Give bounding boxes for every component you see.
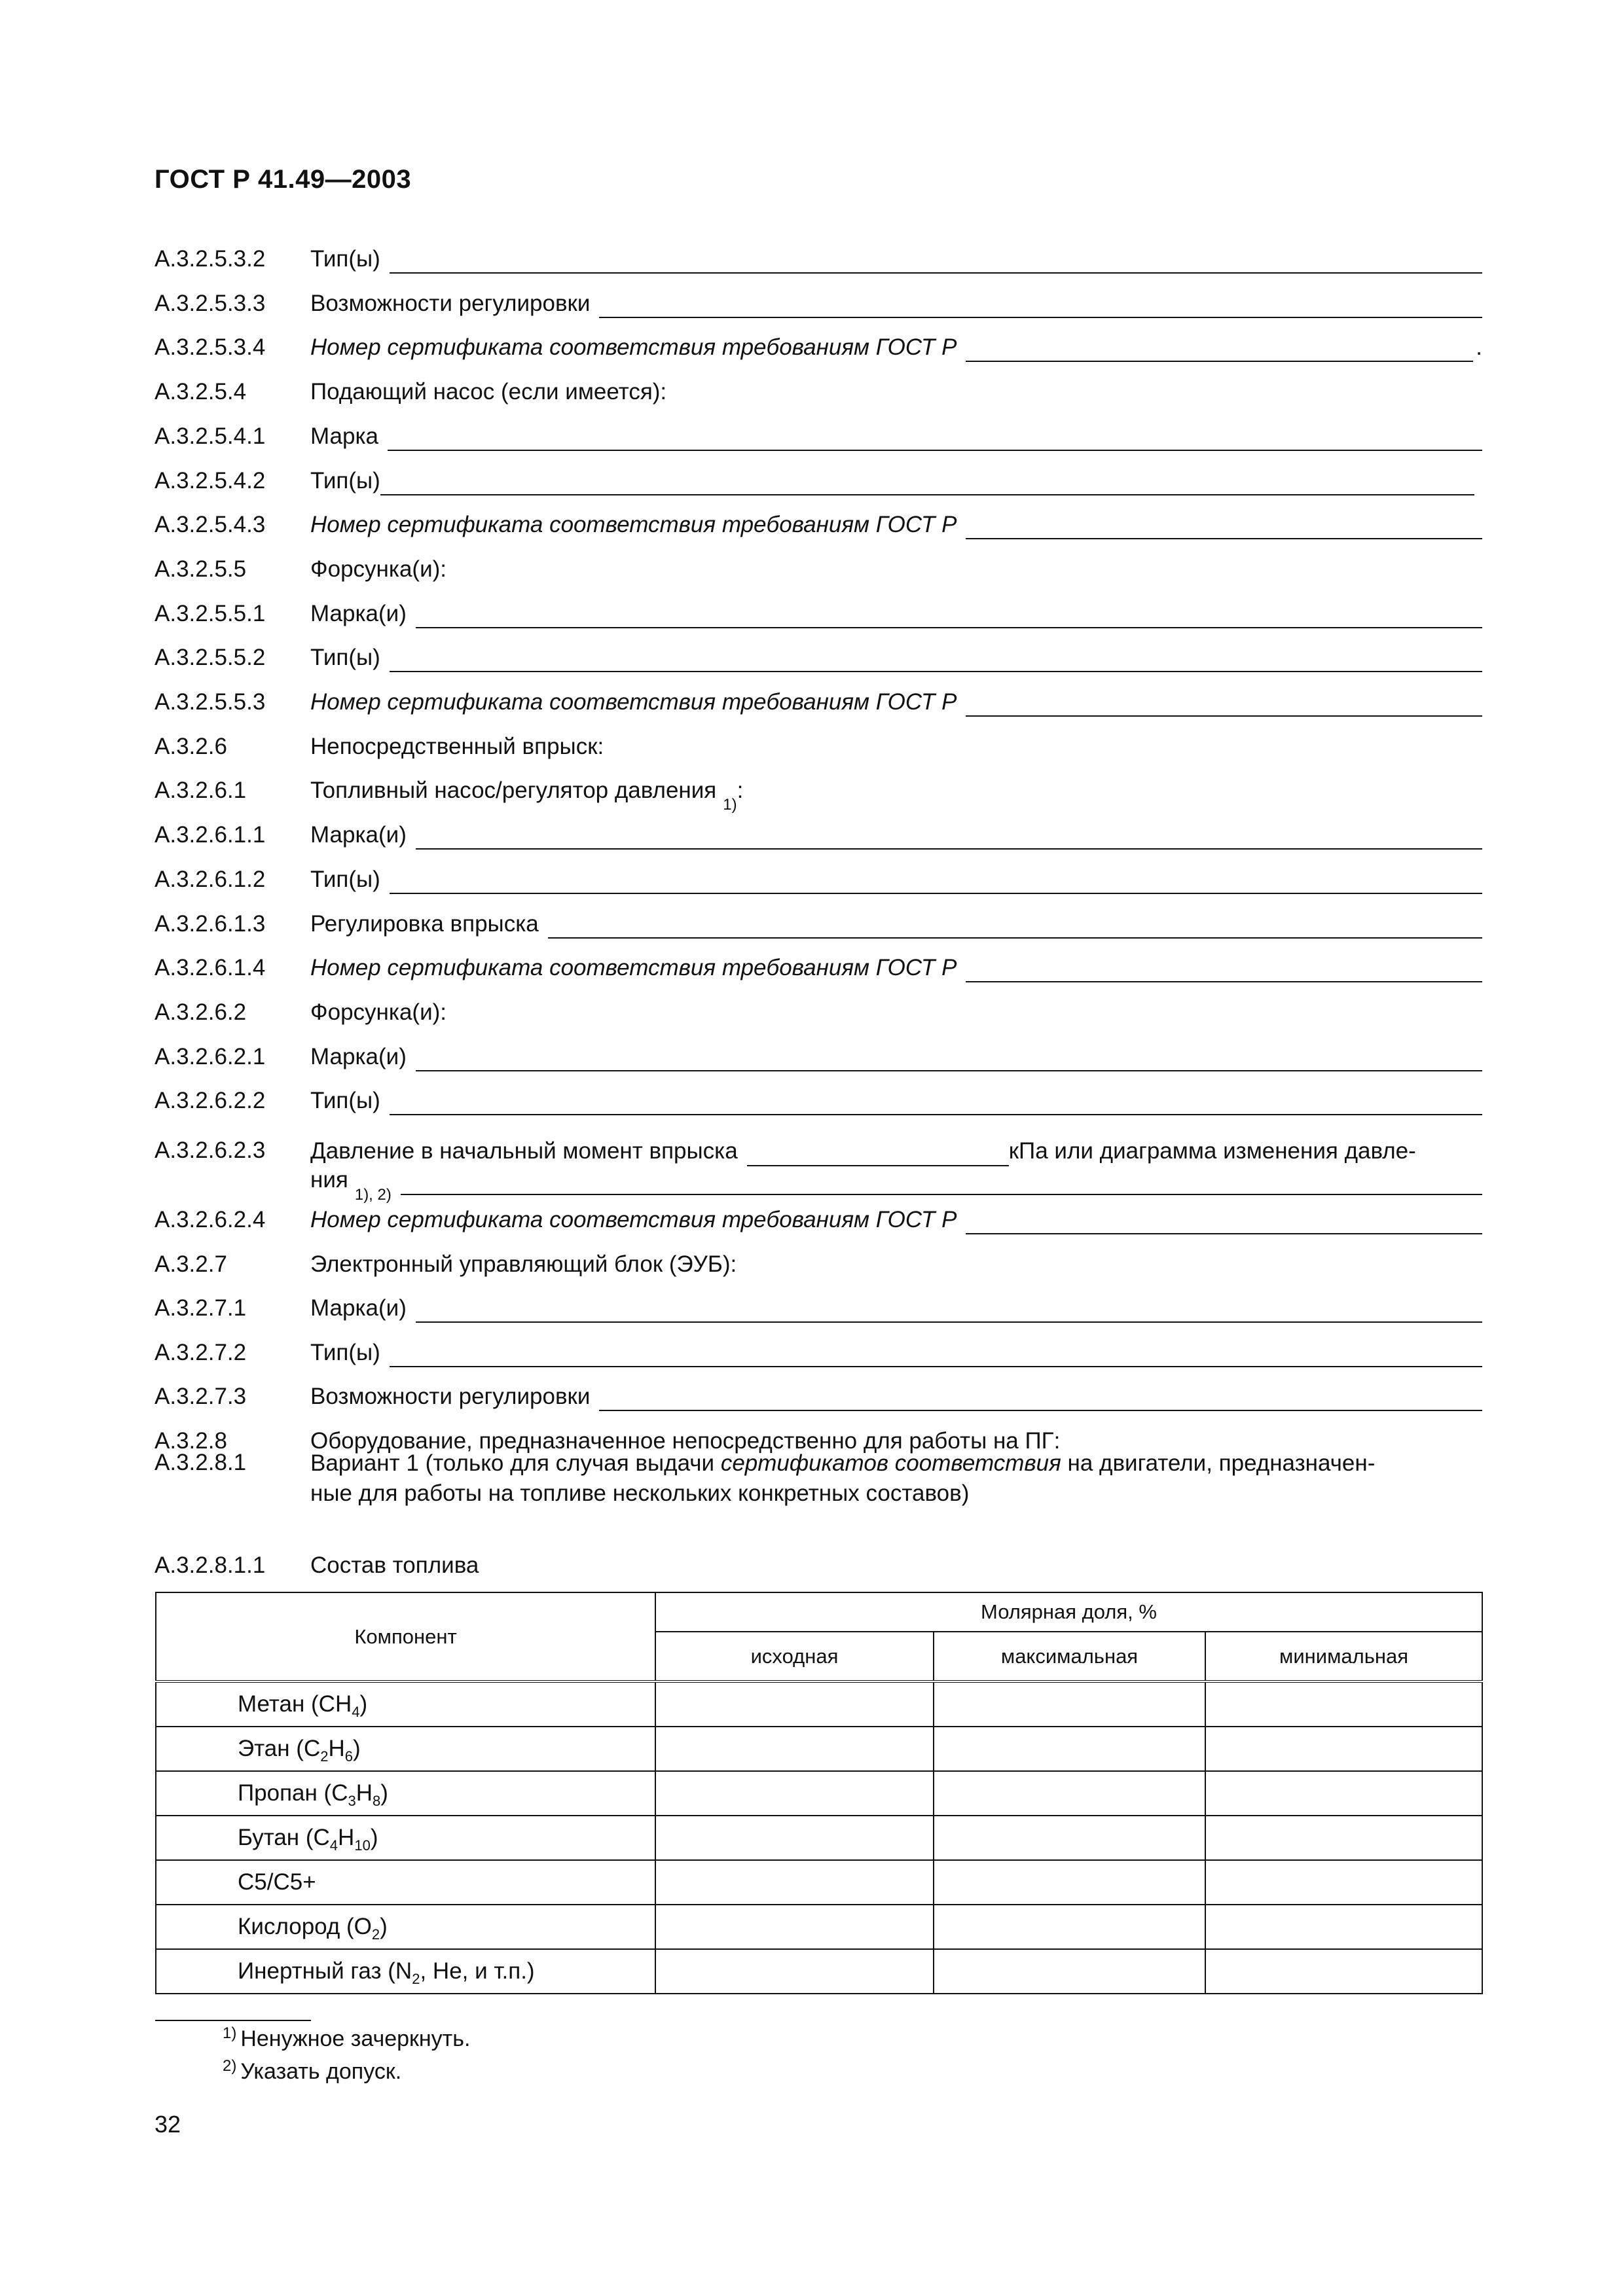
fill-in-line[interactable]: [966, 693, 1482, 717]
table-row: [156, 1816, 1482, 1860]
clause-number: А.3.2.6.2.2: [155, 1088, 266, 1114]
value-cell-min[interactable]: [1205, 1681, 1482, 1727]
footnote-mark: 2): [223, 2056, 237, 2075]
clause-label: Непосредственный впрыск:: [310, 733, 604, 759]
column-header-component: Компонент: [156, 1592, 655, 1681]
formula-text: ): [370, 1825, 378, 1850]
value-cell-max[interactable]: [934, 1681, 1205, 1727]
value-cell-min[interactable]: [1205, 1816, 1482, 1860]
fill-in-line[interactable]: [966, 338, 1473, 362]
value-cell-initial[interactable]: [655, 1771, 934, 1816]
clause-label: Номер сертификата соответствия требованиям ГОСТ Р: [310, 955, 957, 981]
value-cell-initial[interactable]: [655, 1681, 934, 1727]
footnote-mark: 1): [223, 2024, 237, 2042]
footnote-text: Указать допуск.: [240, 2059, 402, 2084]
variant-text-c: на двигатели, предназначен-: [1061, 1450, 1376, 1476]
fill-in-line[interactable]: [390, 1344, 1482, 1367]
clause-label: Состав топлива: [310, 1552, 479, 1578]
fill-in-line[interactable]: [416, 1299, 1482, 1323]
formula-subscript: 4: [329, 1837, 338, 1854]
clause-number: А.3.2.5.4: [155, 379, 247, 405]
component-name: [156, 1949, 655, 1994]
formula-text: , He, и т.п.): [420, 1958, 535, 1984]
clause-number: А.3.2.5.3.2: [155, 246, 266, 272]
clause-label: Номер сертификата соответствия требованиям ГОСТ Р: [310, 334, 957, 361]
pressure-diagram-input-line[interactable]: [401, 1174, 1482, 1195]
formula-subscript: 2: [371, 1926, 380, 1943]
value-cell-max[interactable]: [934, 1905, 1205, 1949]
fill-in-line[interactable]: [416, 605, 1482, 628]
value-cell-min[interactable]: [1205, 1949, 1482, 1994]
clause-number: А.3.2.5.5.2: [155, 645, 266, 671]
clause-number: А.3.2.5.5.1: [155, 600, 266, 626]
column-header-molar-fraction: Молярная доля, %: [655, 1592, 1482, 1632]
clause-number: А.3.2.8.1: [155, 1450, 247, 1475]
clause-label: Тип(ы): [310, 467, 380, 493]
clause-number: А.3.2.5.4.3: [155, 512, 266, 538]
table-row: [156, 1727, 1482, 1771]
formula-text: Бутан (C: [238, 1825, 330, 1850]
fill-in-line[interactable]: [388, 427, 1482, 451]
value-cell-min[interactable]: [1205, 1771, 1482, 1816]
formula-text: Метан (CH: [238, 1691, 352, 1717]
value-cell-initial[interactable]: [655, 1860, 934, 1905]
fill-in-line[interactable]: [966, 959, 1482, 982]
footnote-2: [223, 2056, 402, 2085]
formula-text: ): [353, 1736, 361, 1761]
variant-text-a: Вариант 1 (только для случая выдачи: [310, 1450, 721, 1476]
clause-label: Подающий насос (если имеется):: [310, 379, 667, 405]
clause-number: А.3.2.6.2.1: [155, 1043, 266, 1069]
clause-number: А.3.2.6.1.2: [155, 866, 266, 892]
clause-label: Регулировка впрыска: [310, 910, 539, 937]
clause-label: Тип(ы): [310, 645, 380, 671]
clause-number: А.3.2.5.5.3: [155, 689, 266, 715]
clause-label: Номер сертификата соответствия требованиям ГОСТ Р: [310, 512, 957, 538]
clause-number: А.3.2.6.1.3: [155, 910, 266, 937]
formula-text: H: [356, 1780, 373, 1806]
clause-number: А.3.2.6.2: [155, 999, 247, 1025]
clause-number: А.3.2.5.5: [155, 556, 247, 582]
value-cell-min[interactable]: [1205, 1860, 1482, 1905]
clause-label: Марка(и): [310, 822, 407, 848]
clause-number: А.3.2.5.3.4: [155, 334, 266, 361]
clause-label: Марка(и): [310, 600, 407, 626]
table-row: [156, 1681, 1482, 1727]
column-header-min: минимальная: [1205, 1632, 1482, 1681]
fill-in-line[interactable]: [416, 826, 1482, 850]
fill-in-line[interactable]: [966, 516, 1482, 539]
clause-label: Тип(ы): [310, 866, 380, 892]
formula-text: ): [380, 1914, 388, 1939]
fill-in-line[interactable]: [966, 1211, 1482, 1234]
table-row: [156, 1905, 1482, 1949]
table-row: [156, 1860, 1482, 1905]
clause-label: Форсунка(и):: [310, 556, 447, 582]
formula-text: Инертный газ (N: [238, 1958, 412, 1984]
variant-text-b: сертификатов соответствия: [720, 1450, 1061, 1476]
clause-label: Номер сертификата соответствия требованиям ГОСТ Р: [310, 1207, 957, 1232]
clause-number: А.3.2.6.2.4: [155, 1207, 266, 1232]
formula-text: C5/C5+: [238, 1869, 316, 1895]
formula-subscript: 3: [348, 1793, 356, 1809]
clause-label: Номер сертификата соответствия требованиям ГОСТ Р: [310, 689, 957, 715]
fill-in-line[interactable]: [416, 1048, 1482, 1071]
clause-label: Возможности регулировки: [310, 290, 591, 316]
clause-label: Возможности регулировки: [310, 1384, 591, 1409]
formula-text: Пропан (C: [238, 1780, 348, 1806]
formula-text: ): [380, 1780, 388, 1806]
value-cell-min[interactable]: [1205, 1727, 1482, 1771]
fuel-composition-table: [155, 1592, 1483, 1994]
formula-subscript: 10: [354, 1837, 371, 1854]
component-name: [156, 1681, 655, 1727]
formula-subscript: 6: [344, 1748, 354, 1765]
formula-text: Кислород (O: [238, 1914, 372, 1939]
page-number: 32: [155, 2111, 181, 2138]
clause-number: А.3.2.6.2.3: [155, 1138, 266, 1163]
clause-number: А.3.2.5.4.2: [155, 467, 266, 493]
component-name: [156, 1771, 655, 1816]
variant-text-line2: ные для работы на топливе нескольких конкретных составов): [310, 1480, 970, 1506]
component-name: [156, 1727, 655, 1771]
fill-in-line[interactable]: [380, 472, 1474, 495]
clause-label: Оборудование, предназначенное непосредственно для работы на ПГ:: [310, 1427, 1061, 1454]
pressure-input-line[interactable]: [747, 1143, 1009, 1166]
footnote-1: [223, 2026, 470, 2052]
clause-label: Марка: [310, 423, 379, 449]
value-cell-min[interactable]: [1205, 1905, 1482, 1949]
clause-label-wrap: ния: [310, 1167, 348, 1193]
value-cell-initial[interactable]: [655, 1816, 934, 1860]
clause-number: А.3.2.7: [155, 1251, 227, 1277]
value-cell-max[interactable]: [934, 1771, 1205, 1816]
fill-in-line[interactable]: [390, 1092, 1482, 1115]
clause-label: Тип(ы): [310, 1339, 380, 1365]
value-cell-initial[interactable]: [655, 1949, 934, 1994]
clause-number: А.3.2.7.1: [155, 1295, 247, 1321]
component-name: [156, 1905, 655, 1949]
clause-label-cont: кПа или диаграмма изменения давле-: [1008, 1138, 1416, 1164]
column-header-max: максимальная: [934, 1632, 1205, 1681]
clause-label: Марка(и): [310, 1043, 407, 1069]
formula-text: H: [328, 1736, 345, 1761]
value-cell-max[interactable]: [934, 1727, 1205, 1771]
clause-number: А.3.2.8.1.1: [155, 1552, 266, 1578]
value-cell-initial[interactable]: [655, 1727, 934, 1771]
footnote-text: Ненужное зачеркнуть.: [240, 2026, 471, 2051]
fill-in-line[interactable]: [390, 870, 1482, 894]
clause-label: Топливный насос/регулятор давления: [310, 778, 717, 804]
clause-number: А.3.2.6.1.4: [155, 955, 266, 981]
clause-number: А.3.2.5.4.1: [155, 423, 266, 449]
fill-in-line[interactable]: [390, 250, 1482, 274]
clause-number: А.3.2.8: [155, 1427, 227, 1454]
page-title: ГОСТ Р 41.49—2003: [155, 165, 412, 194]
clause-number: А.3.2.7.3: [155, 1384, 247, 1409]
fill-in-line[interactable]: [599, 295, 1482, 318]
component-name: [156, 1816, 655, 1860]
clause-number: А.3.2.6.1.1: [155, 822, 266, 848]
fill-in-line[interactable]: [548, 915, 1482, 939]
column-header-initial: исходная: [655, 1632, 934, 1681]
clause-label: Тип(ы): [310, 1088, 380, 1114]
value-cell-max[interactable]: [934, 1860, 1205, 1905]
value-cell-initial[interactable]: [655, 1905, 934, 1949]
formula-subscript: 4: [352, 1704, 360, 1720]
table-row: [156, 1949, 1482, 1994]
value-cell-max[interactable]: [934, 1949, 1205, 1994]
formula-subscript: 8: [373, 1793, 381, 1809]
formula-subscript: 2: [320, 1748, 329, 1765]
label-suffix: :: [737, 778, 744, 804]
clause-label: Марка(и): [310, 1295, 407, 1321]
formula-text: H: [338, 1825, 355, 1850]
clause-number: А.3.2.6: [155, 733, 227, 759]
clause-number: А.3.2.5.3.3: [155, 290, 266, 316]
clause-label: Тип(ы): [310, 246, 380, 272]
component-name: [156, 1860, 655, 1905]
clause-label: Давление в начальный момент впрыска: [310, 1138, 738, 1164]
footnote-separator: [155, 2020, 311, 2021]
value-cell-max[interactable]: [934, 1816, 1205, 1860]
clause-label: Форсунка(и):: [310, 999, 447, 1025]
formula-subscript: 2: [412, 1971, 420, 1987]
document-page: ГОСТ Р 41.49—2003 А.3.2.5.3.2 Тип(ы) А.3.2.5.3.3 Возможности регулировки А.3.2.5.3.4 Номер сертификата соответствия требованиям ГОСТ Р . А.3.2.5.4 Подающий насос (если имеется): А.3.2.5.4.1 Марка А.3.2.5.4.2 Тип(ы) А.3.2.5.4.3 Номер сертификата соответствия требованиям ГОСТ Р А.3.2.5.5 Форсунка(и): А.3.2.5.5.1 Марка(и) А.3.2.5.5.2 Тип(ы) А.3.2.5.5.3 Номер сертификата соответствия требованиям ГОСТ Р А.3.2.6 Непосредственный впрыск: А.3.2.6.1 Топливный насос/регулятор давления 1) : А.3.2.6.1.1 Марка(и) А.3.2.6.1.2 Тип(ы) А.3.2.6.1.3 Регулировка впрыска А.3.2.6.1.4 Номер сертификата соответствия требованиям ГОСТ Р А.3.2.6.2 Форсунка(и): А.3.2.6.2.1 Марка(и) А.3.2.6.2.2 Тип(ы) А.3.2.6.2.3 Давление в начальный момент впрыска кПа или диаграмма изменения давле- ния 1), 2) А.3.2.6.2.4 Номер сертификата соответствия требованиям ГОСТ Р А.3.2.7 Электронный управляющий блок (ЭУБ): А.3.2.7.1 Марка(и) А.3.2.7.2 Тип(ы) А.3.2.7.3 Возможности регулировки А.3.2.8 Оборудование, предназначенное непосредственно для работы на ПГ: А.3.2.8.1 Вариант 1 (только для случая выдачи сертификатов соответствия на двигатели, предназначен- ные для работы на топливе нескольких конкретных составов) А.3.2.8.1.1 Состав топлива Компонент Молярная доля, % исходная максимальная минимальная Метан $(CH_4)$ Этан $(C_2H_6)$ Пропан $(C_3H_8)$ Бутан $(C_4H_{10})$ C5/C5+ Кислород $(O_2)$ Инертный газ ($N_2$, He, и т.п.) $^{1)}$ Ненужное зачеркнуть. $^{2)}$ Указать допуск. 32: [155, 165, 1482, 2138]
fill-in-line[interactable]: [599, 1388, 1482, 1411]
formula-text: ): [359, 1691, 368, 1717]
clause-number: А.3.2.7.2: [155, 1339, 247, 1365]
table-row: [156, 1771, 1482, 1816]
line-end-period: .: [1476, 334, 1482, 361]
clause-number: А.3.2.6.1: [155, 778, 247, 804]
fill-in-line[interactable]: [390, 649, 1482, 672]
clause-label: Электронный управляющий блок (ЭУБ):: [310, 1251, 737, 1277]
formula-text: Этан (C: [238, 1736, 321, 1761]
